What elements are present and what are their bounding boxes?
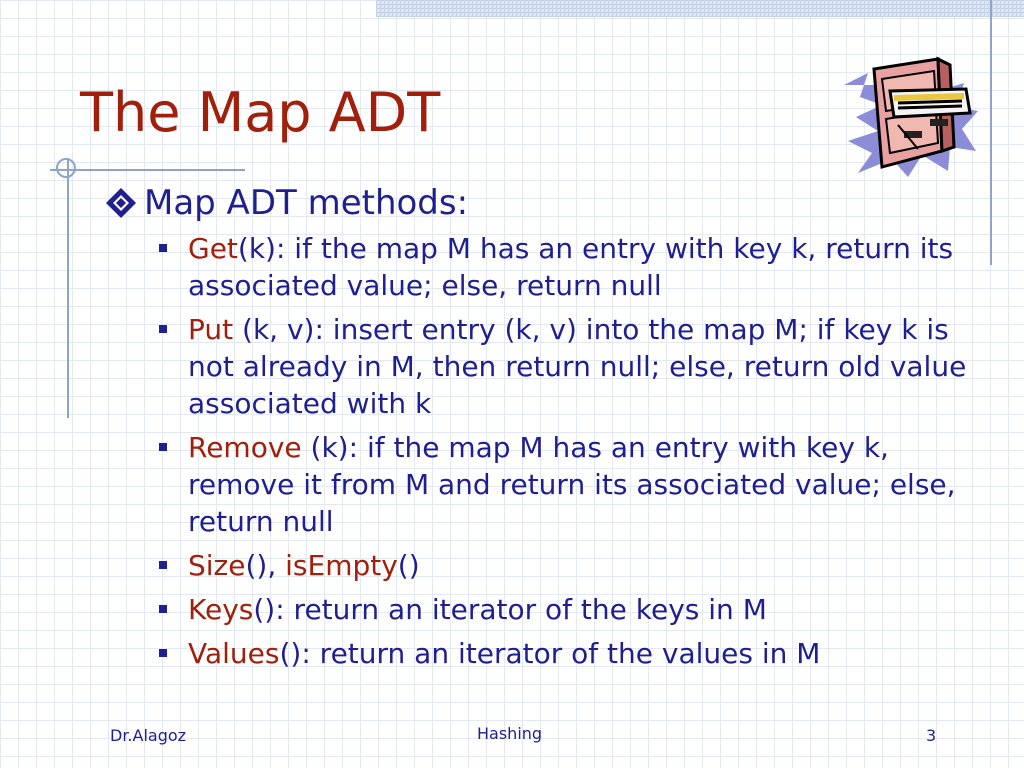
- method-name: Put: [188, 312, 234, 346]
- square-bullet-icon: [159, 649, 167, 657]
- list-item: [159, 230, 984, 304]
- slide-content: [104, 183, 984, 679]
- method-name: isEmpty: [285, 548, 398, 582]
- list-item: [159, 591, 984, 628]
- method-description: (k): if the map M has an entry with key k, remove it from M and return its associated value; else, return null: [188, 430, 956, 538]
- footer-author: Dr.Alagoz: [110, 726, 187, 745]
- method-description: (k, v): insert entry (k, v) into the map M; if key k is not already in M, then return null; else, return old value associated with k: [188, 312, 967, 420]
- methods-list: [159, 230, 984, 672]
- method-name: Remove: [188, 430, 302, 464]
- method-description: (),: [245, 548, 286, 582]
- method-description: (): return an iterator of the keys in M: [253, 592, 767, 626]
- method-name: Size: [188, 548, 246, 582]
- square-bullet-icon: [159, 325, 167, 333]
- method-name: Get: [188, 231, 238, 265]
- square-bullet-icon: [159, 443, 167, 451]
- decorative-vertical-line-right: [990, 0, 992, 265]
- list-item: [159, 635, 984, 672]
- method-name: Keys: [188, 592, 254, 626]
- list-item: [159, 547, 984, 584]
- list-item: [159, 429, 984, 540]
- square-bullet-icon: [159, 561, 167, 569]
- method-description: (): [397, 548, 420, 582]
- list-item: [159, 311, 984, 422]
- diamond-bullet-icon: [104, 186, 138, 220]
- heading-bullet-row: [104, 183, 984, 224]
- top-decorative-band: [376, 0, 1024, 17]
- decorative-vertical-line-left: [67, 158, 69, 418]
- decorative-circle: [56, 158, 76, 178]
- method-description: (k): if the map M has an entry with key k, return its associated value; else, return null: [188, 231, 954, 302]
- square-bullet-icon: [159, 244, 167, 252]
- methods-heading: Map ADT methods:: [144, 183, 469, 223]
- method-description: (): return an iterator of the values in M: [279, 636, 821, 670]
- method-name: Values: [188, 636, 280, 670]
- footer-topic: Hashing: [477, 724, 543, 743]
- slide-title: The Map ADT: [80, 81, 441, 144]
- slide-number: 3: [926, 726, 937, 745]
- square-bullet-icon: [159, 605, 167, 613]
- decorative-horizontal-line: [50, 169, 245, 171]
- file-cabinet-icon: [838, 55, 980, 180]
